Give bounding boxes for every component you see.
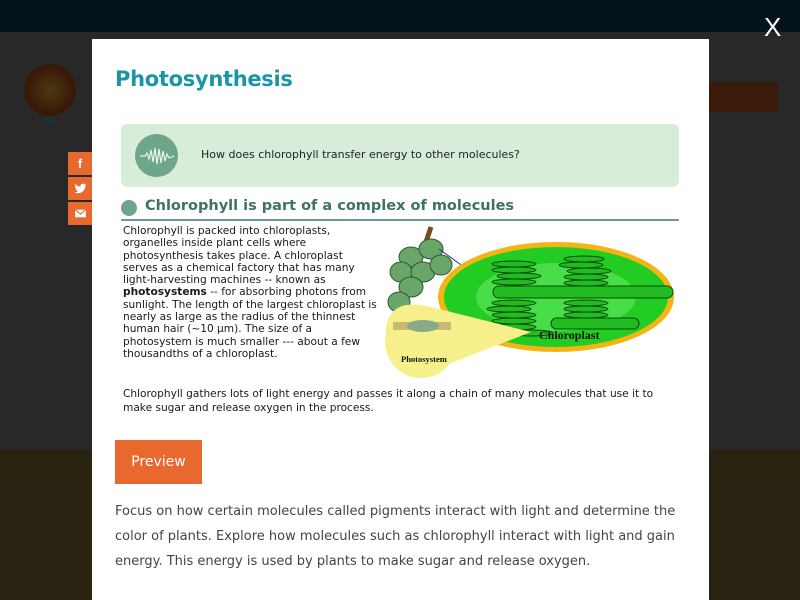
section-body-bold: photosystems [123,286,207,299]
section-body [123,225,378,360]
share-email-button[interactable] [68,202,92,225]
facebook-icon: f [77,156,83,171]
question-text: How does chlorophyll transfer energy to other molecules? [201,148,520,161]
section-title: Chlorophyll is part of a complex of molecules [145,198,515,214]
share-bar [68,152,92,227]
svg-text:Photosystem: Photosystem [401,354,447,364]
question-box [121,124,679,187]
twitter-icon [74,182,87,195]
preview-button[interactable]: Preview [115,440,202,484]
email-icon [74,207,87,220]
section-footer-text: Chlorophyll gathers lots of light energy and passes it along a chain of many molecules that use it to make sugar and release oxygen in the process. [123,388,654,414]
background-logo-dot [44,116,54,126]
section-body-text-2: -- for absorbing photons from sunlight. The length of the largest chloroplast is nearly as large as the radius of the thinnest human hair (~10 µm). The size of a photosystem is much smaller --- about a few thousandths of a chloroplast. [123,286,377,360]
resource-modal [92,39,709,600]
resource-description: Focus on how certain molecules called pigments interact with light and determine the color of plants. Explore how molecules such as chlorophyll interact with light and gain energy. This energy is used by plants to make sugar and release oxygen. [115,504,676,569]
background-top-bar [0,0,800,32]
share-twitter-button[interactable] [68,177,92,200]
section-icon [121,200,137,216]
background-logo [24,64,76,116]
svg-text:Chloroplast: Chloroplast [539,328,600,342]
waveform-icon [135,134,178,177]
section-body-text: Chlorophyll is packed into chloroplasts, organelles inside plant cells where photosynthesis takes place. A chloroplast serves as a chemical factory that has many light-harvesting machines -- known as [123,225,355,287]
background-button [708,82,778,112]
chloroplast-diagram [381,217,681,382]
close-modal-button[interactable]: X [764,12,782,42]
modal-title: Photosynthesis [115,67,293,91]
share-facebook-button[interactable] [68,152,92,175]
